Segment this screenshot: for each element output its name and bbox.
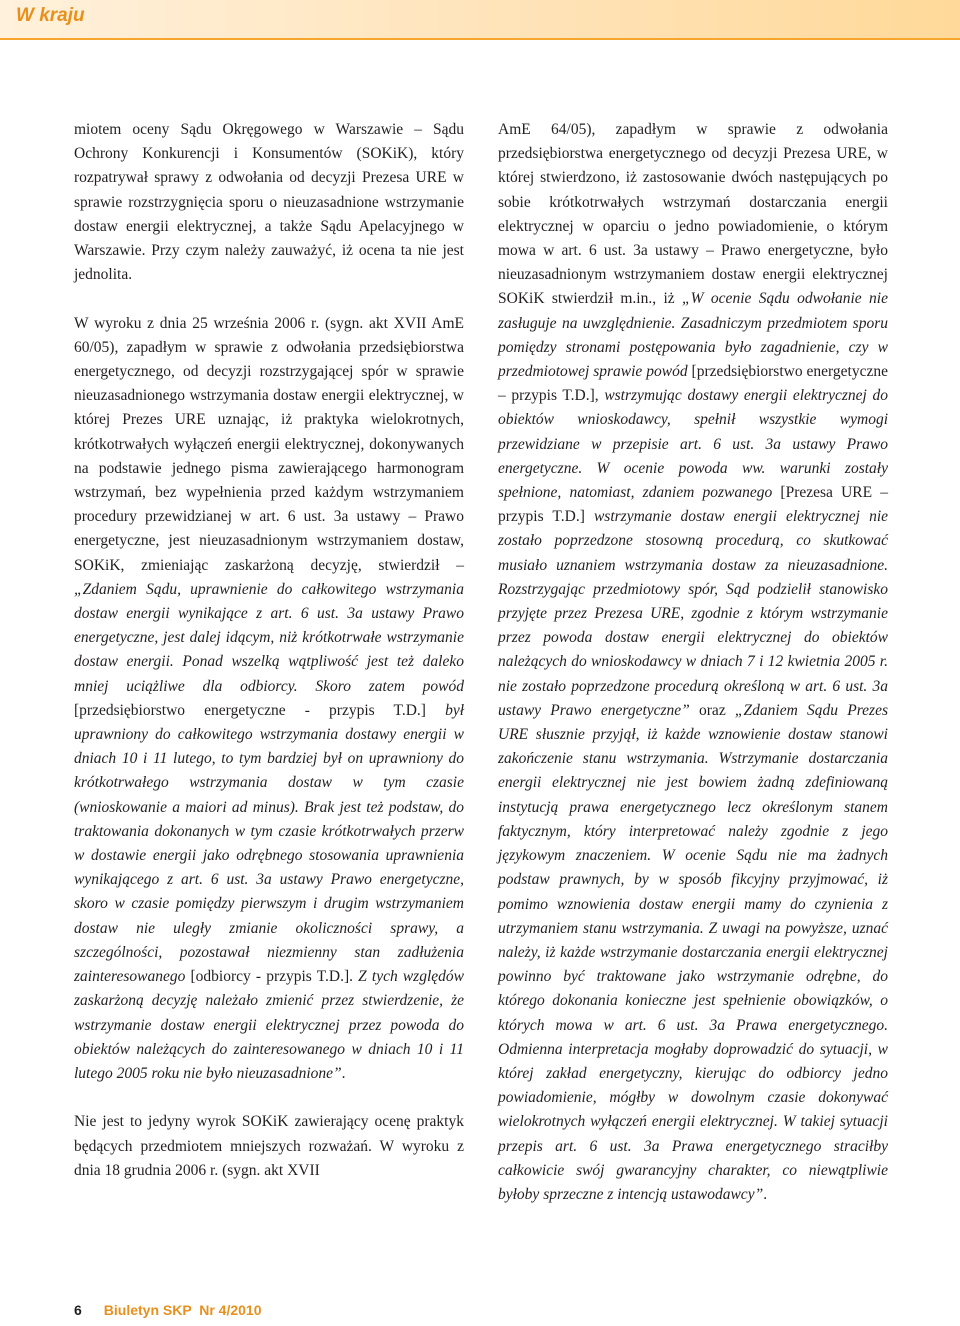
quote-run: wstrzymanie dostaw energii elektrycznej nie zostało poprzedzone stosowną procedurą, co skutkować musiało uznaniem wstrzymania dostaw za nieuzasadnione. Rozstrzygając przedmiotowy spór, Sąd podzielił stanowisko przyjęte przez Prezesa URE, zgodnie z którym wstrzymanie przez powoda dostaw energii elektrycznej do obiektów należących do wnioskodawcy w dniach 7 i 12 kwietnia 2005 r. nie zostało poprzedzone procedurą określoną w art. 6 ust. 3a ustawy Prawo energetyczne” (498, 508, 888, 719)
text-run: [odbiorcy - przypis T.D.]. (185, 968, 359, 986)
quote-run: był uprawniony do całkowitego wstrzymania dostawy energii w dniach 10 i 11 lutego, to tym bardziej był on uprawniony do krótkotrwałego wstrzymania dostaw w tym czasie (wnioskowanie a maiori ad minus). Brak jest też podstaw, do traktowania dokonanych w tym czasie krótkotrwałych przerw w dostawie energii jako odrębnego stosowania uprawnienia wynikającego z art. 6 ust. 3a ustawy Prawo energetyczne, skoro w czasie pomiędzy pierwszym i drugim wstrzymaniem dostaw nie uległy zmianie okoliczności sprawy, a szczególności, pozostawał niezmienny stan zadłużenia zainteresowanego (74, 701, 464, 986)
left-column (74, 118, 464, 1183)
quote-run: Z tych względów zaskarżoną decyzję należało zmienić przez stwierdzenie, że wstrzymanie dostaw energii elektrycznej przez powoda do obiektów należących do zainteresowanego w dniach 10 i 11 lutego 2005 roku nie było nieuzasadnione” (74, 968, 464, 1082)
text-run: [przedsiębiorstwo energetyczne – przypis T.D.], (498, 363, 888, 405)
header-divider (0, 38, 960, 40)
text-run: . (341, 1064, 346, 1082)
right-column (498, 118, 888, 1207)
section-header-band (0, 0, 960, 38)
text-run: W wyroku z dnia 25 września 2006 r. (sygn. akt XVII AmE 60/05), zapadłym w sprawie z odwołania przedsiębiorstwa energetycznego, od decyzji rozstrzygającej spór w sprawie nieuzasadnionego wstrzymania dostaw energii elektrycznej, w której Prezes URE uznając, iż praktyka wielokrotnych, krótkotrwałych wyłączeń energii elektrycznej, dokonywanych na podstawie jednego pisma zawierającego harmonogram wstrzymań, bez wypełnienia przed każdym wstrzymaniem procedury przewidzianej w art. 6 ust. 3a ustawy – Prawo energetyczne, jest nieuzasadnionym wstrzymaniem dostaw, SOKiK, zmieniając zaskarżoną decyzję, stwierdził – (74, 314, 464, 574)
page-footer (74, 1302, 262, 1318)
text-run: oraz (689, 701, 735, 719)
paragraph-continued (498, 118, 888, 1207)
section-title: W kraju (16, 5, 85, 26)
text-run: [Prezesa URE – przypis T.D.] (498, 484, 888, 526)
text-run: AmE 64/05), zapadłym w sprawie z odwołania przedsiębiorstwa energetycznego od decyzji Prezesa URE, w której stwierdzono, iż zastosowanie dwóch następujących po sobie krótkotrwałych wstrzymań dostarczania energii elektrycznej w oparciu o jedno powiadomienie, o którym mowa w art. 6 ust. 3a ustawy – Prawo energetyczne, było nieuzasadnionym wstrzymaniem dostaw energii elektrycznej SOKiK stwierdził m.in., iż (498, 121, 888, 308)
quote-run: wstrzymując dostawy energii elektrycznej do obiektów wnioskodawcy, spełnił wszystkie wymogi przewidziane w przepisie art. 6 ust. 3a ustawy Prawo energetyczne. W ocenie powoda ww. warunki zostały spełnione, natomiast, zdaniem pozwanego (498, 387, 888, 502)
quote-run: „Zdaniem Sądu, uprawnienie do całkowitego wstrzymania dostaw energii wynikające z art. 6 ust. 3a ustawy Prawo energetyczne, jest dalej idącym, niż krótkotrwałe wstrzymanie dostaw energii. Ponad wszelką wątpliwość jest też daleko mniej uciążliwe dla odbiorcy. Skoro zatem powód (74, 580, 464, 695)
text-run: [przedsiębiorstwo energetyczne - przypis T.D.] (74, 701, 446, 719)
text-run: . (763, 1185, 768, 1203)
page-number: 6 (74, 1302, 82, 1318)
publication-name: Biuletyn SKP Nr 4/2010 (103, 1302, 262, 1318)
quote-run: „W ocenie Sądu odwołanie nie zasługuje na uwzględnienie. Zasadniczym przedmiotem sporu pomiędzy stronami postępowania było zagadnienie, czy w przedmiotowej sprawie powód (498, 290, 888, 381)
paragraph-2 (74, 312, 464, 1087)
paragraph-3: Nie jest to jedyny wyrok SOKiK zawierający ocenę praktyk będących przedmiotem mniejszych rozważań. W wyroku z dnia 18 grudnia 2006 r. (sygn. akt XVII (74, 1113, 464, 1179)
paragraph-1: miotem oceny Sądu Okręgowego w Warszawie – Sądu Ochrony Konkurencji i Konsumentów (SOKiK), który rozpatrywał sprawy z odwołania od decyzji Prezesa URE w sprawie rozstrzygnięcia sporu o nieuzasadnione wstrzymanie dostaw energii elektrycznej, a także Sądu Apelacyjnego w Warszawie. Przy czym należy zauważyć, iż ocena ta nie jest jednolita. (74, 121, 464, 284)
quote-run: „Zdaniem Sądu Prezes URE słusznie przyjął, iż każde wznowienie dostaw stanowi zakończenie stanu wstrzymania. Wstrzymanie dostarczania energii elektrycznej nie jest bowiem żadną zdefiniowaną instytucją prawa energetycznego lecz określonym stanem faktycznym, który interpretować należy zgodnie z jego językowym znaczeniem. W ocenie Sądu nie ma żadnych podstaw prawnych, by w sposób fikcyjny przyjmować, iż pomimo wznowienia dostaw energii mamy do czynienia z utrzymaniem stanu wstrzymania. Z uwagi na powyższe, uznać należy, iż każde wstrzymanie dostarczania energii elektrycznej powinno być traktowane jako wstrzymanie odrębne, do którego dokonania konieczne jest spełnienie obowiązków, o których mowa w art. 6 ust. 3a Prawa energetycznego. Odmienna interpretacja mogłaby doprowadzić do sytuacji, w której zakład energetyczny, kierując do odbiorcy jedno powiadomienie, mógłby w dowolnym czasie dokonywać wielokrotnych wyłączeń energii elektrycznej. W takiej sytuacji przepis art. 6 ust. 3a Prawa energetycznego straciłby całkowicie swój gwarancyjny charakter, co niewątpliwie byłoby sprzeczne z intencją ustawodawcy” (498, 701, 888, 1203)
